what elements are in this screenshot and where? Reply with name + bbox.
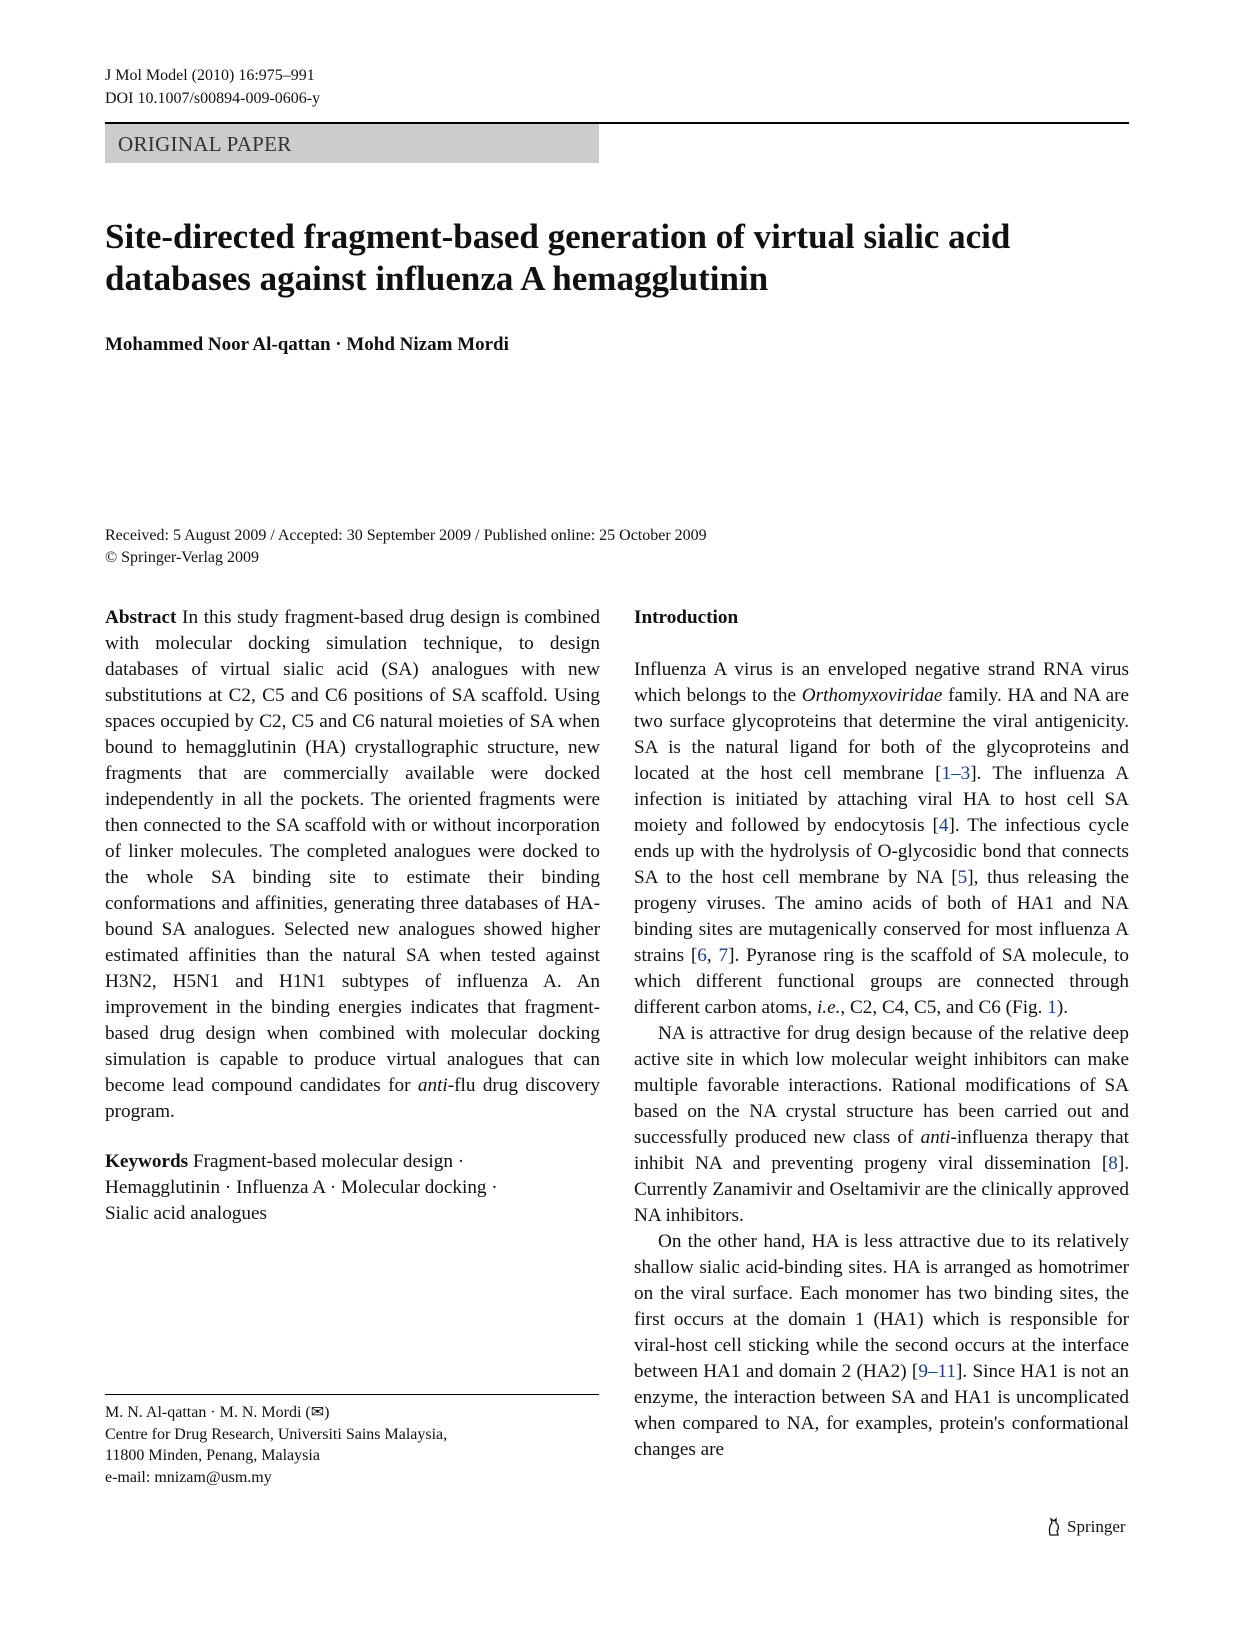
authors: Mohammed Noor Al-qattan · Mohd Nizam Mordi [105, 334, 509, 355]
text: ]. Currently Zanamivir and Oseltamivir are the clinically approved NA inhibitors. [634, 1153, 1129, 1226]
introduction-heading: Introduction [634, 607, 739, 628]
citation-link[interactable]: 9–11 [918, 1361, 956, 1382]
section-label: ORIGINAL PAPER [118, 132, 292, 156]
affiliation-line-1: Centre for Drug Research, Universiti Sains Malaysia, [105, 1425, 448, 1443]
keywords-line-1: Fragment-based molecular design · [192, 1151, 465, 1172]
dates-line: Received: 5 August 2009 / Accepted: 30 September 2009 / Published online: 25 October 2009 [105, 527, 707, 544]
publisher-logo [1046, 1517, 1126, 1537]
text: Influenza A virus is an enveloped negative strand RNA virus which belongs to the [634, 659, 1129, 706]
citation-link[interactable]: 1–3 [941, 763, 971, 784]
abstract-text-end: -flu drug discovery program. [105, 1075, 600, 1122]
publisher-name: Springer [1067, 1517, 1126, 1536]
italic-term: Orthomyxoviridae [801, 685, 943, 706]
affiliation-names: M. N. Al-qattan · M. N. Mordi (✉) [105, 1404, 330, 1421]
text: ). [1056, 997, 1068, 1018]
text: ]. Since HA1 is not an enzyme, the interaction between SA and HA1 is uncomplicated when compared to NA, for examples, protein's conformational changes are [634, 1361, 1129, 1460]
affiliation [105, 1402, 447, 1488]
springer-horse-icon [1046, 1517, 1062, 1537]
text: On the other hand, HA is less attractive due to its relatively shallow sialic acid-binding sites. HA is arranged as homotrimer on the viral surface. Each monomer has two binding sites, the first occurs at the domain 1 (HA1) which is responsible for viral-host cell sticking while the second occurs at the interface between HA1 and domain 2 (HA2) [ [634, 1231, 1129, 1382]
section-banner [105, 124, 599, 163]
text: , [706, 945, 719, 966]
abstract [105, 605, 600, 1125]
paper-title: Site-directed fragment-based generation of virtual sialic acid databases against influenza A hemagglutinin [105, 217, 1011, 298]
abstract-column [105, 605, 600, 1227]
introduction-column [634, 605, 1129, 1463]
affiliation-line-2: 11800 Minden, Penang, Malaysia [105, 1447, 320, 1464]
text: family. HA and NA are two surface glycoproteins that determine the viral antigenicity. SA is the natural ligand for both of the glycoproteins and located at the host cell membrane [ [634, 685, 1129, 784]
text: ]. Pyranose ring is the scaffold of SA molecule, to which different functional groups are connected through different carbon atoms, [634, 945, 1129, 1018]
text: -influenza therapy that inhibit NA and preventing progeny viral dissemination [ [634, 1127, 1129, 1174]
doi[interactable]: DOI 10.1007/s00894-009-0606-y [105, 90, 321, 107]
journal-header [105, 64, 320, 110]
citation-link[interactable]: 7 [718, 945, 729, 966]
publication-dates [105, 525, 707, 569]
figure-link[interactable]: 1 [1047, 997, 1057, 1018]
citation-link[interactable]: 6 [697, 945, 707, 966]
keywords-label: Keywords [105, 1151, 189, 1172]
abstract-label: Abstract [105, 607, 177, 628]
abstract-text: In this study fragment-based drug design is combined with molecular docking simulation technique, to design databases of virtual sialic acid (SA) analogues with new substitutions at C2, C5 and C6 positions of SA scaffold. Using spaces occupied by C2, C5 and C6 natural moieties of SA when bound to hemagglutinin (HA) crystallographic structure, new fragments that are commercially available were docked independently in all the pockets. The oriented fragments were then connected to the SA scaffold with or without incorporation of linker molecules. The completed analogues were docked to the whole SA binding site to estimate their binding conformations and affinities, generating three databases of HA-bound SA analogues. Selected new analogues showed higher estimated affinities than the natural SA when tested against H3N2, H5N1 and H1N1 subtypes of influenza A. An improvement in the binding energies indicates that fragment-based drug design when combined with molecular docking simulation is capable to produce virtual analogues that can become lead compound candidates for [105, 607, 600, 1096]
italic-term: i.e. [816, 997, 841, 1018]
text: ], thus releasing the progeny viruses. The amino acids of both of HA1 and NA binding sites are mutagenically conserved for most influenza A strains [ [634, 867, 1129, 966]
text: , C2, C4, C5, and C6 (Fig. [840, 997, 1048, 1018]
affiliation-email[interactable]: e-mail: mnizam@usm.my [105, 1468, 272, 1486]
text: NA is attractive for drug design because of the relative deep active site in which low molecular weight inhibitors can make multiple favorable interactions. Rational modifications of SA based on the NA crystal structure has been carried out and successfully produced new class of [634, 1023, 1129, 1148]
keywords [105, 1149, 600, 1227]
text: ]. The influenza A infection is initiated by attaching viral HA to host cell SA moiety and followed by endocytosis [ [634, 763, 1129, 836]
intro-paragraph-2 [634, 1021, 1129, 1229]
citation-link[interactable]: 5 [957, 867, 968, 888]
text: ]. The infectious cycle ends up with the hydrolysis of O-glycosidic bond that connects SA to the host cell membrane by NA [ [634, 815, 1129, 888]
journal-citation: J Mol Model (2010) 16:975–991 [105, 67, 315, 84]
citation-link[interactable]: 4 [938, 815, 949, 836]
abstract-italic: anti [417, 1075, 448, 1096]
keywords-line-3: Sialic acid analogues [105, 1203, 267, 1224]
footnote-rule [105, 1394, 599, 1395]
intro-paragraph-3 [634, 1229, 1129, 1463]
citation-link[interactable]: 8 [1108, 1153, 1118, 1174]
intro-paragraph-1 [634, 657, 1129, 1021]
copyright: © Springer-Verlag 2009 [105, 549, 260, 566]
keywords-line-2: Hemagglutinin · Influenza A · Molecular docking · [105, 1177, 498, 1198]
italic-term: anti [920, 1127, 951, 1148]
